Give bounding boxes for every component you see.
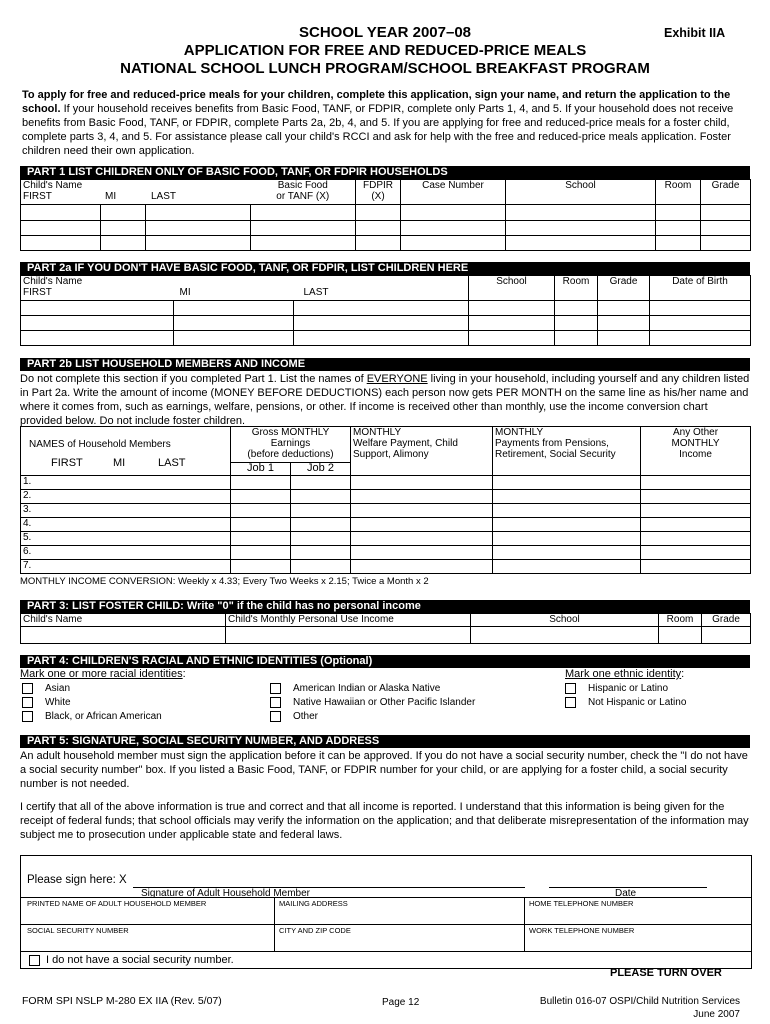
part1-grade-header: Grade — [701, 180, 751, 205]
part2a-last-header: LAST — [294, 276, 469, 301]
part1-row[interactable] — [21, 205, 751, 221]
work-phone-field[interactable]: WORK TELEPHONE NUMBER — [529, 926, 635, 935]
household-row[interactable]: 3. — [21, 504, 751, 518]
checkbox-icon[interactable] — [270, 711, 281, 722]
part2b-instructions: Do not complete this section if you completed Part 1. List the names of EVERYONE living in your household, including yourself and any children listed in Part 2a. Write the amount of income (MONEY BEFORE DEDUCTIONS) each person now gets PER MONTH on the same line as his/her name and where it comes from, such as earnings, welfare, pensions, or other. If income is received other than monthly, use the income conversion chart provided below. Do not include foster children. — [20, 373, 750, 427]
page-number: Page 12 — [382, 997, 420, 1008]
race-black-option[interactable]: Black, or African American — [22, 710, 162, 723]
bulletin-ref: Bulletin 016-07 OSPI/Child Nutrition Services — [539, 996, 740, 1007]
part2a-room-header: Room — [555, 276, 598, 301]
race-other-option[interactable]: Other — [270, 710, 318, 723]
date-caption: Date — [615, 888, 637, 899]
sign-here-label: Please sign here: X — [27, 874, 127, 886]
part1-row[interactable] — [21, 221, 751, 236]
part3-header: PART 3: LIST FOSTER CHILD: Write "0" if the child has no personal income — [20, 600, 750, 613]
exhibit-label: Exhibit IIA — [664, 26, 726, 40]
part2a-school-header: School — [469, 276, 555, 301]
household-row[interactable]: 5. — [21, 532, 751, 546]
part1-school-header: School — [506, 180, 656, 205]
checkbox-icon[interactable] — [22, 683, 33, 694]
part5-header: PART 5: SIGNATURE, SOCIAL SECURITY NUMBER, AND ADDRESS — [20, 735, 750, 748]
part1-room-header: Room — [656, 180, 701, 205]
household-row[interactable]: 1. — [21, 476, 751, 490]
racial-identity-label: Mark one or more racial identities: — [20, 668, 186, 680]
part3-table — [20, 613, 751, 644]
part2b-pension-header: MONTHLY Payments from Pensions, Retirement, Social Security — [493, 427, 641, 476]
part1-basic-food-header: Basic Food or TANF (X) — [251, 180, 356, 205]
part2b-welfare-header: MONTHLY Welfare Payment, Child Support, Alimony — [351, 427, 493, 476]
part3-income-header: Child's Monthly Personal Use Income — [226, 614, 471, 627]
part1-row[interactable] — [21, 236, 751, 251]
ethnic-hispanic-option[interactable]: Hispanic or Latino — [565, 682, 668, 695]
intro-paragraph — [22, 88, 752, 158]
mailing-address-field[interactable]: MAILING ADDRESS — [279, 899, 348, 908]
bulletin-date: June 2007 — [693, 1009, 740, 1020]
part4-header: PART 4: CHILDREN'S RACIAL AND ETHNIC IDENTITIES (Optional) — [20, 655, 750, 668]
part2a-dob-header: Date of Birth — [650, 276, 751, 301]
part5-instructions: An adult household member must sign the application before it can be approved. If you do not have a social security number, check the "I do not have a social security number" box. If you listed a Basic Food, TANF, or FDPIR number for your child, or are applying for a foster child, a social security number is not needed. — [20, 750, 748, 790]
intro-rest: If your household receives benefits from Basic Food, TANF, or FDPIR, complete only Parts 1, 4, and 5. If your household does not receive benefits from Basic Food, TANF, or FDPIR, complete Parts 2a, 2b, 4, and 5. If you are applying for free and reduced-price meals for a foster child, complete parts 3, 4, and 5. For assistance please call your child's RCCI and ask for help with the free and reduced-price meals application. Foster children need their own application. — [22, 103, 734, 157]
part2a-mi-header: MI — [174, 276, 294, 301]
part2b-gross-header: Gross MONTHLY Earnings (before deductions) — [231, 427, 351, 463]
ssn-field[interactable]: SOCIAL SECURITY NUMBER — [27, 926, 129, 935]
part1-table — [20, 179, 751, 251]
household-row[interactable]: 2. — [21, 490, 751, 504]
part2a-first-header: Child's Name FIRST — [21, 276, 174, 301]
part1-name-header: Child's Name FIRST MI LAST — [21, 180, 251, 205]
city-zip-field[interactable]: CITY AND ZIP CODE — [279, 926, 351, 935]
checkbox-icon[interactable] — [565, 697, 576, 708]
part2a-table — [20, 275, 751, 346]
program-title: NATIONAL SCHOOL LUNCH PROGRAM/SCHOOL BREAKFAST PROGRAM — [120, 60, 650, 77]
home-phone-field[interactable]: HOME TELEPHONE NUMBER — [529, 899, 634, 908]
no-ssn-option[interactable]: I do not have a social security number. — [29, 954, 234, 966]
foster-child-row[interactable] — [21, 627, 751, 644]
part3-school-header: School — [471, 614, 659, 627]
turn-over-note: PLEASE TURN OVER — [610, 967, 722, 979]
race-pacific-islander-option[interactable]: Native Hawaiian or Other Pacific Islander — [270, 696, 475, 709]
part3-room-header: Room — [659, 614, 702, 627]
part2b-header: PART 2b LIST HOUSEHOLD MEMBERS AND INCOME — [20, 358, 750, 371]
part2b-job2-header: Job 2 — [291, 463, 351, 476]
intro-bold: To apply for free and reduced-price meals for your children, complete this application, sign your name, and return the application to the school. — [22, 89, 731, 115]
race-american-indian-option[interactable]: American Indian or Alaska Native — [270, 682, 440, 695]
signature-box — [20, 855, 752, 969]
household-row[interactable]: 4. — [21, 518, 751, 532]
part2a-grade-header: Grade — [598, 276, 650, 301]
part2a-row[interactable] — [21, 301, 751, 316]
ethnic-not-hispanic-option[interactable]: Not Hispanic or Latino — [565, 696, 686, 709]
signature-caption: Signature of Adult Household Member — [141, 888, 310, 899]
form-id: FORM SPI NSLP M-280 EX IIA (Rev. 5/07) — [22, 995, 222, 1007]
part3-child-name-header: Child's Name — [21, 614, 226, 627]
race-white-option[interactable]: White — [22, 696, 71, 709]
part2b-table — [20, 426, 751, 574]
part2b-job1-header: Job 1 — [231, 463, 291, 476]
checkbox-icon[interactable] — [22, 697, 33, 708]
race-asian-option[interactable]: Asian — [22, 682, 70, 695]
checkbox-icon[interactable] — [270, 697, 281, 708]
part1-fdpir-header: FDPIR (X) — [356, 180, 401, 205]
household-row[interactable]: 6. — [21, 546, 751, 560]
school-year-title: SCHOOL YEAR 2007–08 — [298, 24, 472, 41]
part2b-other-header: Any Other MONTHLY Income — [641, 427, 751, 476]
certification-statement: I certify that all of the above information is true and correct and that all income is reported. I understand that this information is being given for the receipt of federal funds; that school officials may verify the information on the application; and that deliberate misrepresentation of the information may subject me to prosecution under applicable state and federal laws. — [20, 801, 749, 841]
part2a-row[interactable] — [21, 331, 751, 346]
part2a-row[interactable] — [21, 316, 751, 331]
application-title: APPLICATION FOR FREE AND REDUCED-PRICE MEALS — [183, 42, 587, 59]
ethnic-identity-label: Mark one ethnic identity: — [565, 668, 685, 680]
part1-case-number-header: Case Number — [401, 180, 506, 205]
checkbox-icon[interactable] — [22, 711, 33, 722]
printed-name-field[interactable]: PRINTED NAME OF ADULT HOUSEHOLD MEMBER — [27, 899, 207, 908]
income-conversion-note: MONTHLY INCOME CONVERSION: Weekly x 4.33; Every Two Weeks x 2.15; Twice a Month x 2 — [20, 576, 429, 587]
part3-grade-header: Grade — [702, 614, 751, 627]
part1-header: PART 1 LIST CHILDREN ONLY OF BASIC FOOD, TANF, OR FDPIR HOUSEHOLDS — [20, 166, 750, 179]
checkbox-icon[interactable] — [270, 683, 281, 694]
household-row[interactable]: 7. — [21, 560, 751, 574]
checkbox-icon[interactable] — [29, 955, 40, 966]
part2a-header: PART 2a IF YOU DON'T HAVE BASIC FOOD, TANF, OR FDPIR, LIST CHILDREN HERE — [20, 262, 750, 275]
checkbox-icon[interactable] — [565, 683, 576, 694]
part2b-names-header: NAMES of Household Members FIRST MI LAST — [21, 427, 231, 476]
